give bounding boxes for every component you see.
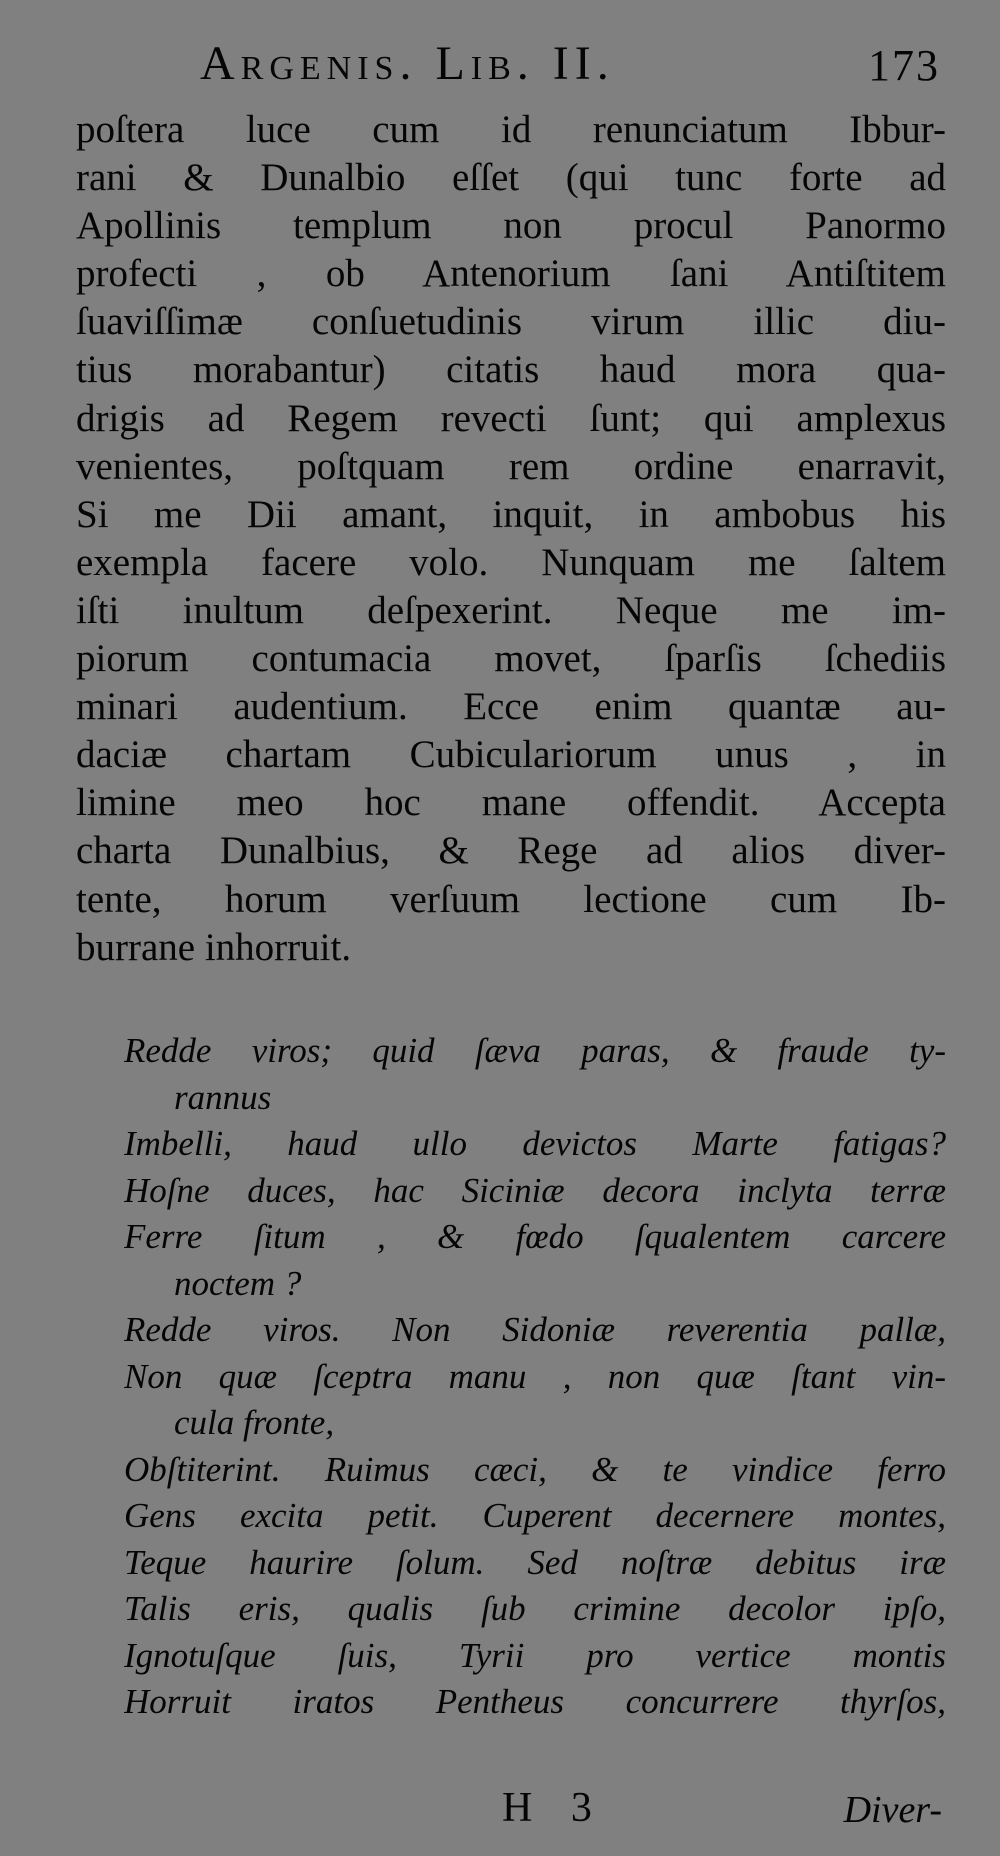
- verse-line: Ferre ſitum , & fœdo ſqualentem carcere: [124, 1217, 946, 1256]
- page-number: 173: [868, 41, 940, 90]
- verse-line: Talis eris, qualis ſub crimine decolor ipſo,: [124, 1589, 946, 1628]
- prose-line: daciæ chartam Cubiculariorum unus , in: [76, 733, 946, 777]
- verse-line: Redde viros; quid ſæva paras, & fraude ty-: [124, 1031, 946, 1070]
- prose-line: ſuaviſſimæ conſuetudinis virum illic diu-: [76, 300, 946, 344]
- verse-line: Ignotuſque ſuis, Tyrii pro vertice montis: [124, 1635, 946, 1675]
- prose-line: poſtera luce cum id renunciatum Ibbur-: [76, 108, 946, 151]
- prose-line: charta Dunalbius, & Rege ad alios diver-: [76, 829, 946, 873]
- verse-line: cula fronte,: [174, 1403, 335, 1442]
- verse-line: Gens excita petit. Cuperent decernere montes,: [124, 1496, 946, 1535]
- prose-line: venientes, poſtquam rem ordine enarravit,: [76, 444, 946, 488]
- verse-line: Teque haurire ſolum. Sed noſtræ debitus iræ: [124, 1542, 946, 1582]
- prose-line: exempla facere volo. Nunquam me ſaltem: [76, 540, 946, 584]
- prose-line: burrane inhorruit.: [76, 925, 352, 969]
- catchword: Diver-: [843, 1789, 942, 1831]
- verse-line: Hoſne duces, hac Siciniæ decora inclyta terræ: [124, 1170, 946, 1210]
- page-header: [200, 36, 940, 96]
- page-footer: [0, 1784, 1000, 1844]
- prose-text-block: [76, 106, 946, 972]
- verse-line: Redde viros. Non Sidoniæ reverentia pallæ,: [124, 1310, 946, 1349]
- prose-line: drigis ad Regem revecti ſunt; qui amplexus: [76, 396, 946, 440]
- prose-line: Si me Dii amant, inquit, in ambobus his: [76, 492, 946, 536]
- verse-line: Non quæ ſceptra manu , non quæ ſtant vin-: [124, 1356, 946, 1396]
- verse-line: Horruit iratos Pentheus concurrere thyrſos,: [124, 1682, 946, 1721]
- verse-block: [124, 1028, 946, 1726]
- prose-line: rani & Dunalbio eſſet (qui tunc forte ad: [76, 156, 946, 200]
- prose-line: Apollinis templum non procul Panormo: [76, 204, 946, 248]
- prose-line: piorum contumacia movet, ſparſis ſchediis: [76, 637, 946, 681]
- running-title: Argenis. Lib. II.: [200, 37, 615, 90]
- verse-line: Imbelli, haud ullo devictos Marte fatigas?: [124, 1124, 946, 1163]
- prose-line: minari audentium. Ecce enim quantæ au-: [76, 685, 946, 729]
- verse-line: Obſtiterint. Ruimus cæci, & te vindice ferro: [124, 1449, 946, 1489]
- prose-line: iſti inultum deſpexerint. Neque me im-: [76, 588, 946, 632]
- verse-line: rannus: [174, 1077, 272, 1117]
- prose-line: limine meo hoc mane offendit. Accepta: [76, 781, 946, 825]
- verse-line: noctem ?: [174, 1263, 302, 1303]
- signature-mark: H 3: [502, 1785, 606, 1831]
- prose-line: tius morabantur) citatis haud mora qua-: [76, 348, 946, 392]
- prose-line: tente, horum verſuum lectione cum Ib-: [76, 877, 946, 921]
- prose-line: profecti , ob Antenorium ſani Antiſtitem: [76, 252, 946, 296]
